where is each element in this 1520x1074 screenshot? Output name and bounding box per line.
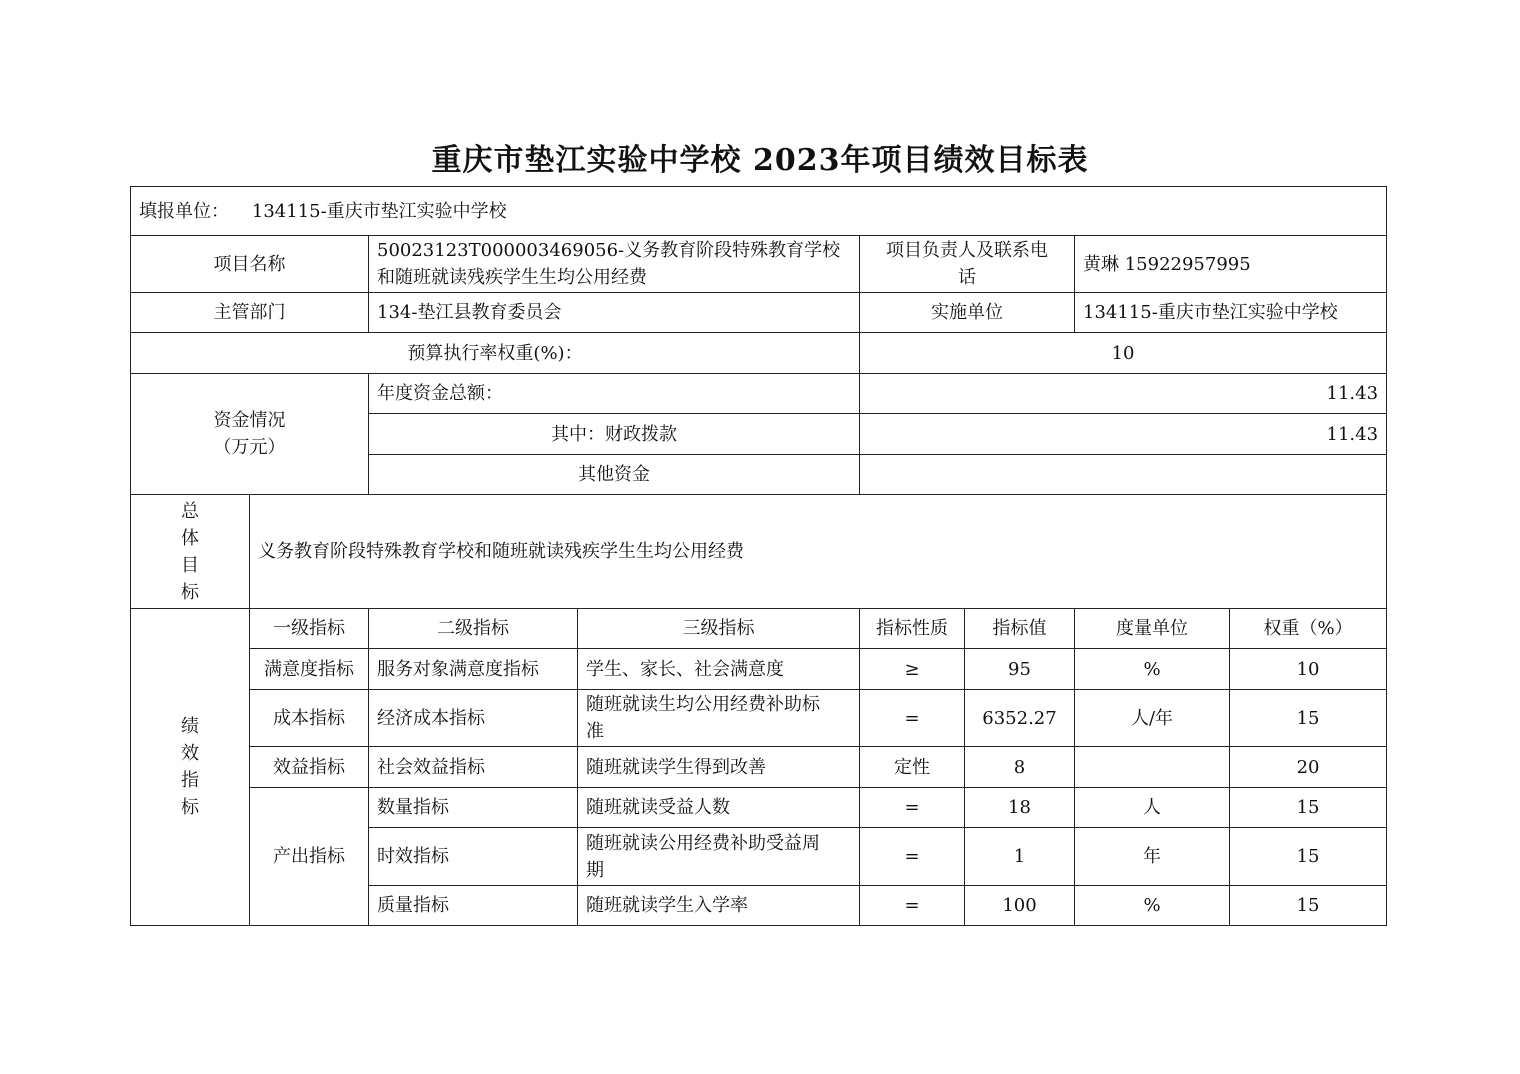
table-row xyxy=(131,788,1387,828)
overall-goal-text: 义务教育阶段特殊教育学校和随班就读残疾学生生均公用经费 xyxy=(250,495,1387,609)
cell-level3-line1: 随班就读受益人数 xyxy=(586,797,730,818)
cell-unit: % xyxy=(1075,649,1230,690)
cell-level3 xyxy=(578,690,860,747)
indicators-label xyxy=(131,609,250,926)
overall-goal-char: 标 xyxy=(181,581,199,603)
cell-level3 xyxy=(578,828,860,886)
cell-level1: 成本指标 xyxy=(250,690,369,747)
cell-value: 95 xyxy=(965,649,1075,690)
cell-weight: 15 xyxy=(1230,788,1387,828)
cell-nature: 定性 xyxy=(860,747,965,788)
header-nature: 指标性质 xyxy=(860,609,965,649)
cell-level3 xyxy=(578,747,860,788)
funds-total-value: 11.43 xyxy=(860,374,1387,414)
funds-other-value xyxy=(860,455,1387,495)
budget-weight-label: 预算执行率权重(%)： xyxy=(131,333,860,374)
cell-level3 xyxy=(578,788,860,828)
cell-unit: % xyxy=(1075,886,1230,926)
cell-value: 100 xyxy=(965,886,1075,926)
cell-value: 6352.27 xyxy=(965,690,1075,747)
cell-unit: 人/年 xyxy=(1075,690,1230,747)
fill-unit-label: 填报单位： xyxy=(139,200,229,222)
overall-goal-char: 总 xyxy=(181,500,199,522)
cell-level2: 社会效益指标 xyxy=(369,747,578,788)
cell-nature: = xyxy=(860,788,965,828)
contact-label-line1: 项目负责人及联系电 xyxy=(886,240,1048,261)
cell-level1: 效益指标 xyxy=(250,747,369,788)
indicators-char: 绩 xyxy=(181,716,199,737)
project-name-value xyxy=(369,236,860,293)
cell-level1: 满意度指标 xyxy=(250,649,369,690)
funds-label xyxy=(131,374,369,495)
contact-label-line2: 话 xyxy=(958,267,976,288)
fill-unit-value: 134115-重庆市垫江实验中学校 xyxy=(251,200,507,222)
funds-fiscal-label: 其中：财政拨款 xyxy=(369,414,860,455)
cell-weight: 15 xyxy=(1230,690,1387,747)
cell-level2: 服务对象满意度指标 xyxy=(369,649,578,690)
funds-label-line2: （万元） xyxy=(213,437,286,458)
cell-value: 1 xyxy=(965,828,1075,886)
funds-other-label: 其他资金 xyxy=(369,455,860,495)
header-weight: 权重（%） xyxy=(1230,609,1387,649)
page-title: 重庆市垫江实验中学校 2023年项目绩效目标表 xyxy=(431,143,1089,178)
project-name-line2: 和随班就读残疾学生生均公用经费 xyxy=(377,267,647,288)
budget-weight-value: 10 xyxy=(860,333,1387,374)
project-name-line1: 50023123T000003469056-义务教育阶段特殊教育学校 xyxy=(377,240,841,261)
indicators-char: 效 xyxy=(181,743,199,764)
funds-fiscal-value: 11.43 xyxy=(860,414,1387,455)
cell-weight: 10 xyxy=(1230,649,1387,690)
cell-nature: = xyxy=(860,690,965,747)
cell-level3-line2: 准 xyxy=(586,721,604,742)
fill-unit-row xyxy=(131,187,1387,236)
impl-label: 实施单位 xyxy=(860,293,1075,333)
cell-level2: 经济成本指标 xyxy=(369,690,578,747)
contact-value: 黄琳 15922957995 xyxy=(1075,236,1387,293)
cell-value: 18 xyxy=(965,788,1075,828)
cell-nature: ≥ xyxy=(860,649,965,690)
cell-level3 xyxy=(578,886,860,926)
funds-label-line1: 资金情况 xyxy=(213,410,286,431)
performance-target-table xyxy=(130,186,1387,926)
cell-level3-line1: 随班就读学生得到改善 xyxy=(586,756,766,778)
cell-value: 8 xyxy=(965,747,1075,788)
header-level1: 一级指标 xyxy=(250,609,369,649)
table-row xyxy=(131,747,1387,788)
table-row xyxy=(131,690,1387,747)
header-value: 指标值 xyxy=(965,609,1075,649)
cell-nature: = xyxy=(860,828,965,886)
funds-total-label: 年度资金总额： xyxy=(369,374,860,414)
contact-label xyxy=(860,236,1075,293)
table-row xyxy=(131,649,1387,690)
cell-unit xyxy=(1075,747,1230,788)
overall-goal-char: 体 xyxy=(181,527,199,549)
dept-value: 134-垫江县教育委员会 xyxy=(369,293,860,333)
cell-unit: 人 xyxy=(1075,788,1230,828)
dept-label: 主管部门 xyxy=(131,293,369,333)
cell-level3-line1: 学生、家长、社会满意度 xyxy=(586,658,784,680)
cell-level3-line2: 期 xyxy=(586,859,604,881)
cell-weight: 15 xyxy=(1230,828,1387,886)
header-level2: 二级指标 xyxy=(369,609,578,649)
cell-level1: 产出指标 xyxy=(250,788,369,926)
cell-level2: 质量指标 xyxy=(369,886,578,926)
cell-level3-line1: 随班就读公用经费补助受益周 xyxy=(586,832,820,854)
header-unit: 度量单位 xyxy=(1075,609,1230,649)
cell-unit: 年 xyxy=(1075,828,1230,886)
cell-level2: 时效指标 xyxy=(369,828,578,886)
impl-value: 134115-重庆市垫江实验中学校 xyxy=(1075,293,1387,333)
overall-goal-char: 目 xyxy=(181,554,199,576)
indicators-char: 指 xyxy=(181,770,199,791)
cell-weight: 20 xyxy=(1230,747,1387,788)
cell-level3 xyxy=(578,649,860,690)
cell-level3-line1: 随班就读生均公用经费补助标 xyxy=(586,694,820,715)
cell-nature: = xyxy=(860,886,965,926)
cell-level3-line1: 随班就读学生入学率 xyxy=(586,895,748,916)
cell-weight: 15 xyxy=(1230,886,1387,926)
project-name-label: 项目名称 xyxy=(131,236,369,293)
indicators-char: 标 xyxy=(181,797,199,818)
header-level3: 三级指标 xyxy=(578,609,860,649)
overall-goal-label xyxy=(131,495,250,609)
cell-level2: 数量指标 xyxy=(369,788,578,828)
